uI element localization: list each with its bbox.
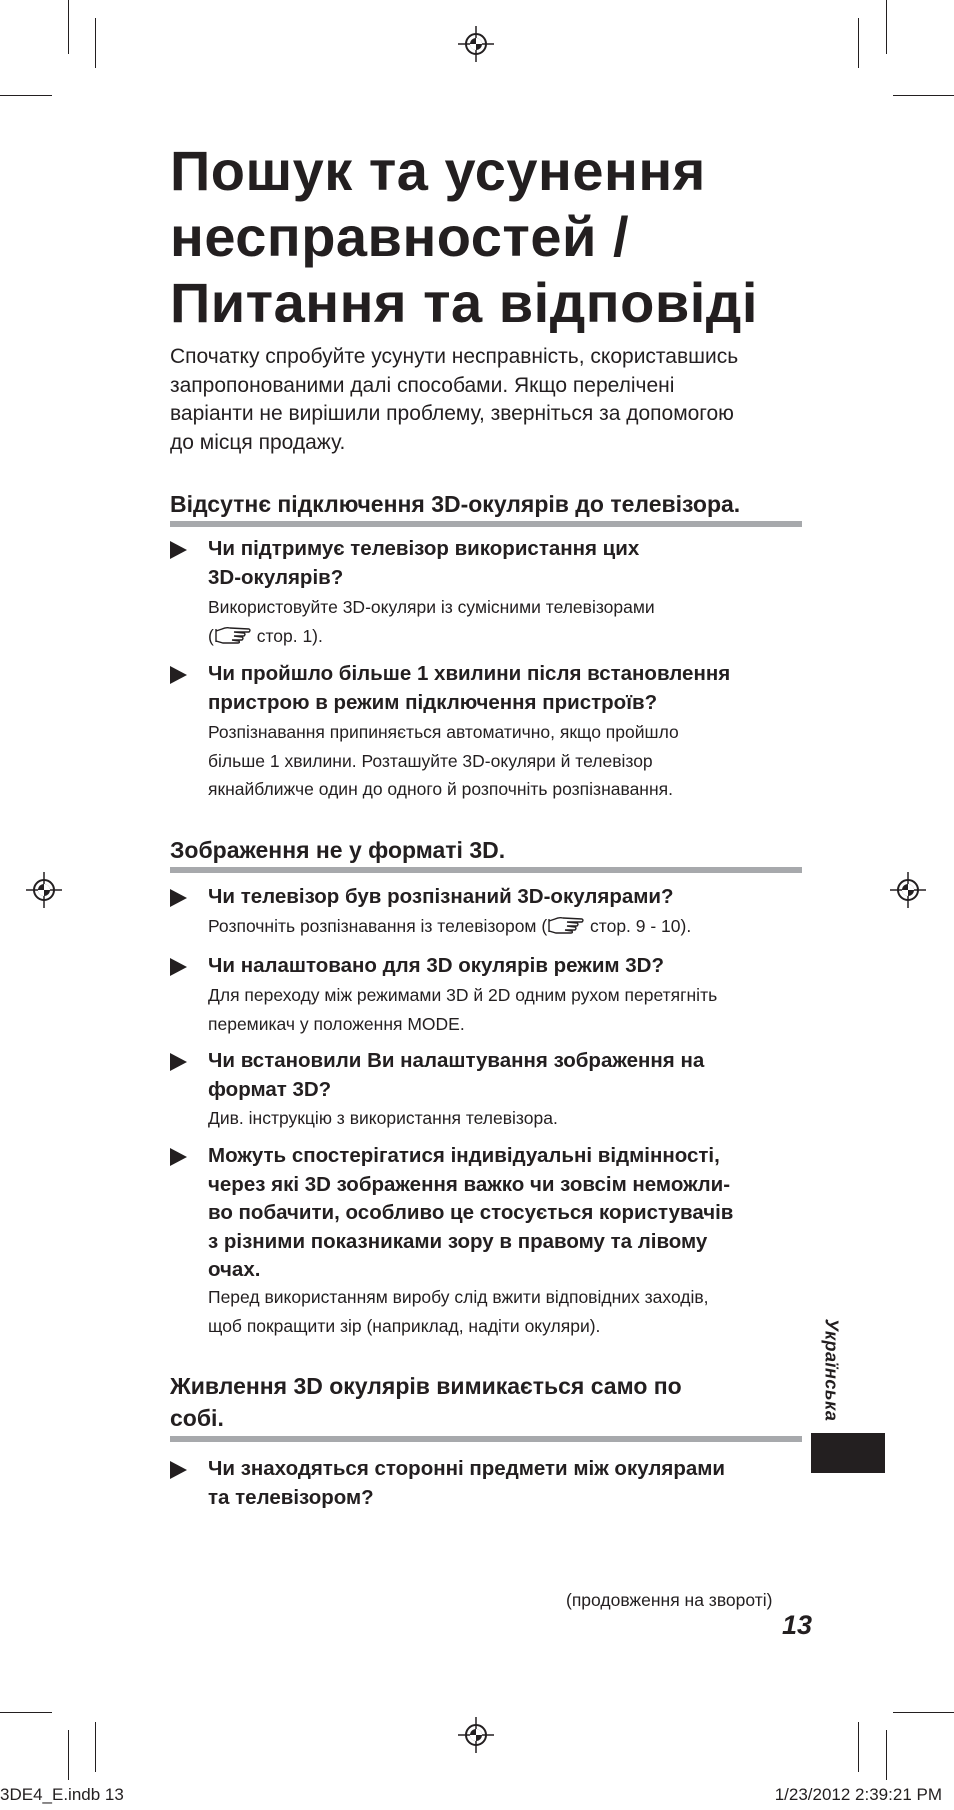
triangle-bullet-icon xyxy=(170,958,187,976)
crop-mark xyxy=(893,95,954,96)
question-line: Чи налаштовано для 3D окулярів режим 3D? xyxy=(208,954,665,977)
triangle-bullet-icon xyxy=(170,666,187,684)
page-title-line: Пошук та усунення xyxy=(170,139,706,202)
question xyxy=(208,1142,733,1285)
intro-line: запропонованими далі способами. Якщо перелічені xyxy=(170,373,675,397)
question-line: Чи телевізор був розпізнаний 3D-окулярами? xyxy=(208,885,674,908)
crosshair-registration-icon xyxy=(26,872,62,908)
page-title xyxy=(170,138,830,336)
answer xyxy=(208,1283,709,1340)
answer xyxy=(208,981,717,1038)
question xyxy=(208,952,664,981)
answer-line: щоб покращити зір (наприклад, надіти окуляри). xyxy=(208,1315,601,1336)
answer-line: Розпізнавання припиняється автоматично, якщо пройшло xyxy=(208,722,679,742)
pointing-hand-icon xyxy=(214,625,252,645)
question-line: Чи підтримує телевізор використання цих xyxy=(208,537,640,560)
page-title-line: несправностей / xyxy=(170,205,630,268)
intro-line: варіанти не вирішили проблему, зверніться за допомогою xyxy=(170,402,734,425)
continued-note: (продовження на звороті) xyxy=(566,1590,773,1610)
page-number: 13 xyxy=(781,1610,812,1640)
triangle-bullet-icon xyxy=(170,1053,187,1071)
answer-line: Для переходу між режимами 3D й 2D одним рухом перетягніть xyxy=(208,985,718,1005)
crop-mark xyxy=(893,1712,954,1713)
slug-date: 1/23/2012 2:39:21 PM xyxy=(774,1785,942,1804)
answer-ref-text: стор. 9 - 10). xyxy=(585,916,692,936)
answer-line: Перед використанням виробу слід вжити відповідних заходів, xyxy=(208,1287,709,1307)
intro-line: до місця продажу. xyxy=(170,430,346,454)
section-heading xyxy=(170,834,802,866)
crosshair-registration-icon xyxy=(890,872,926,908)
triangle-bullet-icon xyxy=(170,1148,187,1166)
answer-ref-text: стор. 1). xyxy=(251,625,323,646)
question xyxy=(208,1047,704,1104)
section-heading-line: Живлення 3D окулярів вимикається само по xyxy=(170,1373,682,1399)
triangle-bullet-icon xyxy=(170,1461,187,1479)
question-line: формат 3D? xyxy=(208,1077,332,1101)
section-heading-line: Відсутнє підключення 3D-окулярів до телевізора. xyxy=(170,491,741,517)
section-rule xyxy=(170,521,802,527)
crop-mark xyxy=(68,0,69,54)
answer-ref-open: ( xyxy=(208,625,214,646)
question xyxy=(208,660,730,717)
section-heading-line: Зображення не у форматі 3D. xyxy=(170,837,506,863)
list-item xyxy=(170,1050,810,1140)
answer xyxy=(208,912,691,941)
crop-mark xyxy=(886,1730,887,1780)
section-heading xyxy=(170,488,802,520)
language-tab xyxy=(811,1433,885,1473)
question-line: через які 3D зображення важко чи зовсім неможли- xyxy=(208,1172,731,1196)
question-line: Можуть спостерігатися індивідуальні відмінності, xyxy=(208,1144,720,1167)
answer-ref-open: Розпочніть розпізнавання із телевізором ( xyxy=(208,916,548,936)
question-line: Чи знаходяться сторонні предмети між окулярами xyxy=(208,1457,726,1480)
page-title-line: Питання та відповіді xyxy=(170,271,758,334)
question-line: Чи пройшло більше 1 хвилини після встановлення xyxy=(208,662,731,685)
question-line: пристрою в режим підключення пристроїв? xyxy=(208,690,658,714)
answer-line xyxy=(208,912,691,941)
crop-mark xyxy=(68,1730,69,1780)
answer-line xyxy=(208,622,655,651)
slug-file: 3DE4_E.indb 13 xyxy=(0,1785,124,1804)
question xyxy=(208,535,639,592)
crop-mark xyxy=(95,1722,96,1772)
question-line: Чи встановили Ви налаштування зображення на xyxy=(208,1049,705,1072)
answer-line: Див. інструкцію з використання телевізора. xyxy=(208,1108,558,1128)
answer xyxy=(208,593,655,650)
language-side-label xyxy=(803,1310,859,1430)
intro-line: Спочатку спробуйте усунути несправність, скориставшись xyxy=(170,345,739,368)
answer-line: якнайближче один до одного й розпочніть розпізнавання. xyxy=(208,779,673,799)
section-rule xyxy=(170,1436,802,1442)
question-line: 3D-окулярів? xyxy=(208,565,344,589)
answer-line: перемикач у положення MODE. xyxy=(208,1013,465,1034)
answer xyxy=(208,718,679,804)
list-item xyxy=(170,1145,810,1345)
language-side-label-text: Українська xyxy=(821,1318,842,1422)
question xyxy=(208,1455,725,1512)
section-heading xyxy=(170,1370,802,1434)
question-line: з різними показниками зору в правому та лівому xyxy=(208,1229,708,1253)
list-item xyxy=(170,538,810,648)
crop-mark xyxy=(858,1722,859,1772)
crop-mark xyxy=(886,0,887,54)
crop-mark xyxy=(858,18,859,68)
triangle-bullet-icon xyxy=(170,541,187,559)
question-line: очах. xyxy=(208,1258,261,1281)
crosshair-registration-icon xyxy=(458,26,494,62)
intro-paragraph xyxy=(170,343,810,457)
question-line: во побачити, особливо це стосується користувачів xyxy=(208,1201,734,1224)
section-heading-line: собі. xyxy=(170,1405,224,1431)
answer-line: Використовуйте 3D-окуляри із сумісними телевізорами xyxy=(208,597,655,617)
answer xyxy=(208,1104,558,1133)
crop-mark xyxy=(0,1712,52,1713)
answer-line: більше 1 хвилини. Розташуйте 3D-окуляри й телевізор xyxy=(208,750,653,771)
list-item xyxy=(170,1458,810,1518)
crop-mark xyxy=(95,18,96,68)
list-item xyxy=(170,886,810,946)
list-item xyxy=(170,955,810,1045)
list-item xyxy=(170,663,810,803)
question-line: та телевізором? xyxy=(208,1485,374,1509)
crop-mark xyxy=(0,95,52,96)
section-rule xyxy=(170,867,802,873)
pointing-hand-icon xyxy=(547,915,585,935)
triangle-bullet-icon xyxy=(170,889,187,907)
question xyxy=(208,883,674,912)
crosshair-registration-icon xyxy=(458,1717,494,1753)
